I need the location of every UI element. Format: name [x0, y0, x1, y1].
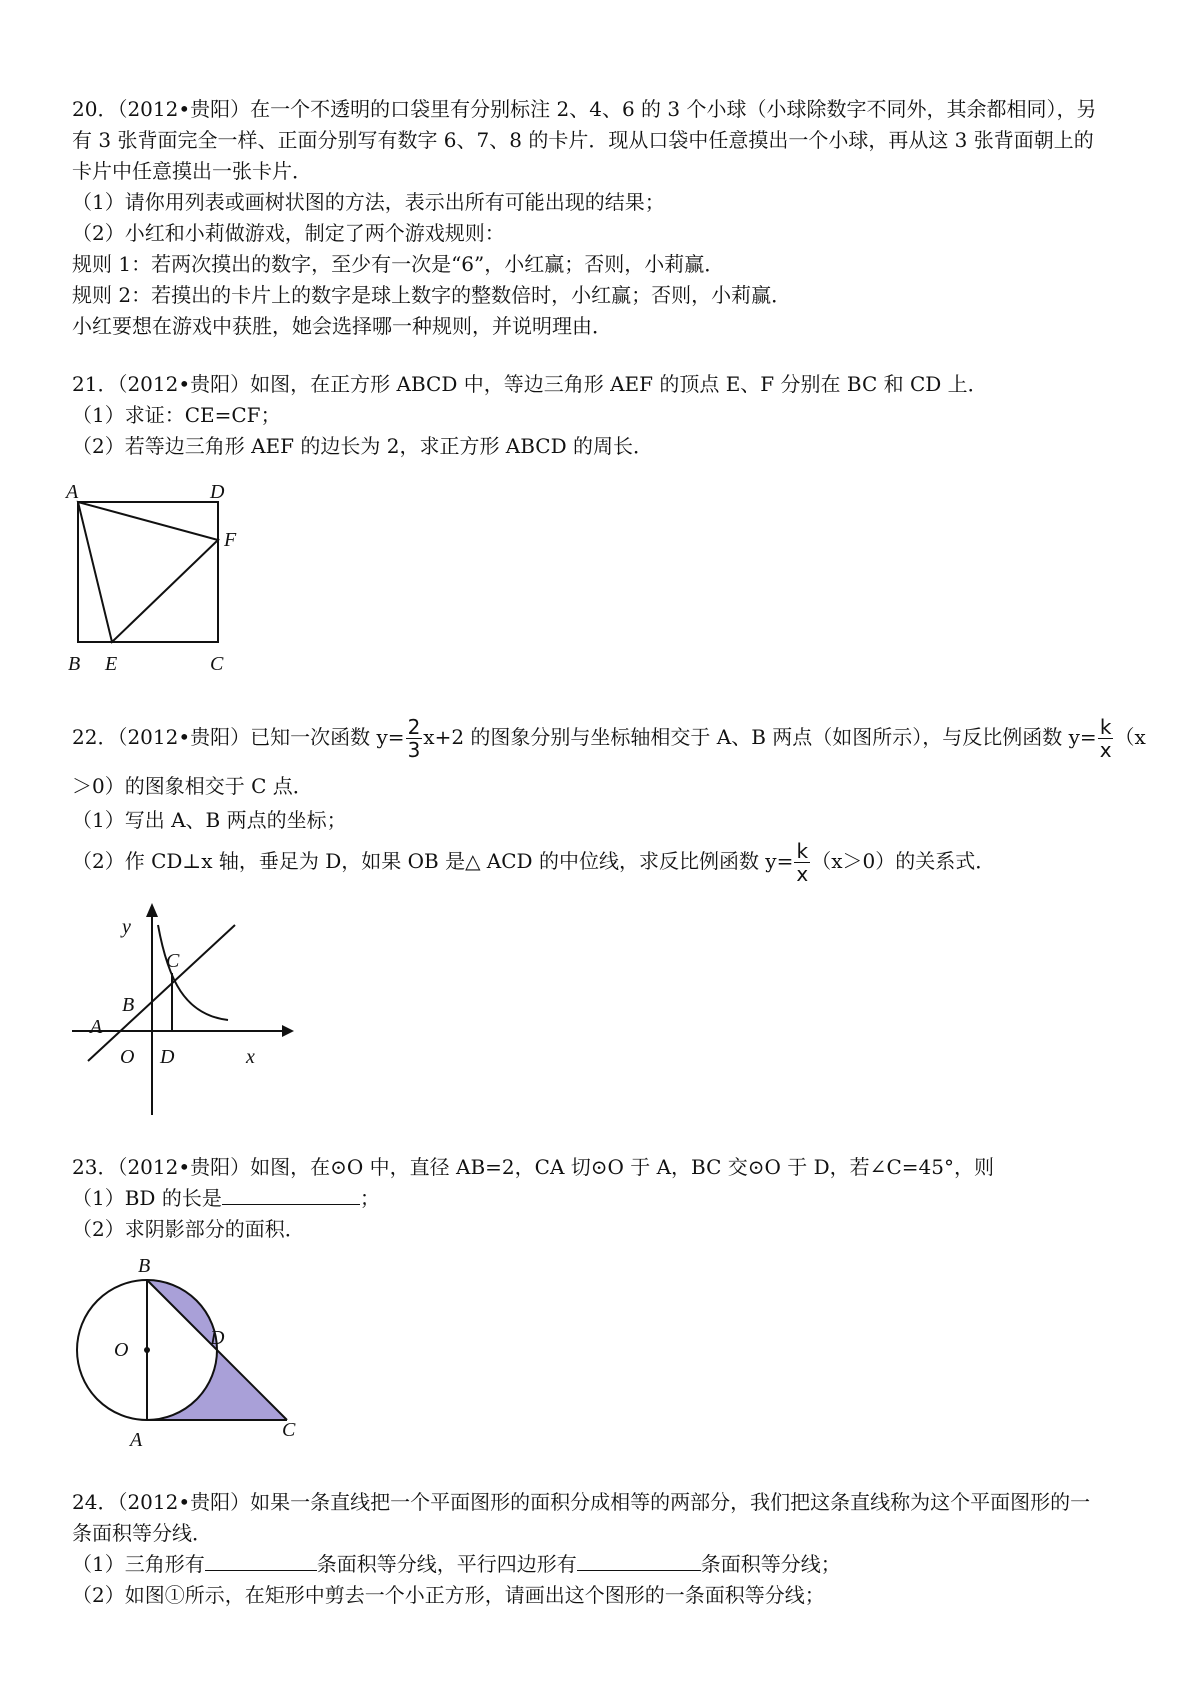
label-f: F [224, 529, 237, 551]
fraction-denominator: x [796, 862, 809, 886]
q24-line-1: 24．（2012•贵阳）如果一条直线把一个平面图形的面积分成相等的两部分，我们把这条直线称为这个平面图形的一 [72, 1490, 1091, 1514]
q20-rule-2: 规则 2：若摸出的卡片上的数字是球上数字的整数倍时，小红赢；否则，小莉赢． [72, 283, 792, 307]
fraction-numerator: k [1099, 715, 1112, 739]
label-o: O [120, 1046, 135, 1068]
q20-part-2: （2）小红和小莉做游戏，制定了两个游戏规则： [72, 221, 505, 245]
q20-part-1: （1）请你用列表或画树状图的方法，表示出所有可能出现的结果； [72, 190, 665, 214]
q24-part-2: （2）如图①所示，在矩形中剪去一个小正方形，请画出这个图形的一条面积等分线； [72, 1583, 825, 1607]
q23-part-1 [72, 1184, 380, 1212]
label-y: y [122, 916, 131, 938]
square-abcd [78, 502, 218, 642]
q20-line-3: 卡片中任意摸出一张卡片． [72, 159, 312, 183]
q23-part1-text-a: （1）BD 的长是 [72, 1186, 222, 1210]
x-axis-arrow [282, 1025, 294, 1037]
y-axis-arrow [146, 903, 158, 917]
q20-question: 小红要想在游戏中获胜，她会选择哪一种规则，并说明理由． [72, 314, 612, 338]
label-c: C [282, 1419, 296, 1441]
q23-part-2: （2）求阴影部分的面积． [72, 1217, 305, 1241]
fraction-numerator: 2 [407, 715, 421, 739]
label-e: E [105, 653, 118, 675]
q22-line-2: ＞0）的图象相交于 C 点． [72, 774, 313, 798]
q24-part1-text-b: 条面积等分线，平行四边形有 [316, 1552, 577, 1576]
fraction-denominator: x [1099, 738, 1112, 762]
label-c: C [210, 653, 224, 675]
answer-blank-bd[interactable] [222, 1186, 360, 1205]
fraction-numerator: k [796, 839, 809, 863]
q20-line-1: 20．（2012•贵阳）在一个不透明的口袋里有分别标注 2、4、6 的 3 个小球（小球除数字不同外，其余都相同），另 [72, 97, 1097, 121]
label-a: A [130, 1429, 143, 1451]
q22-graph-figure [60, 895, 300, 1120]
q20-line-2: 有 3 张背面完全一样、正面分别写有数字 6、7、8 的卡片．现从口袋中任意摸出一个小球，再从这 3 张背面朝上的 [72, 128, 1094, 152]
answer-blank-triangle[interactable] [205, 1552, 317, 1571]
q21-part-2: （2）若等边三角形 AEF 的边长为 2，求正方形 ABCD 的周长． [72, 434, 654, 458]
q24-part-1 [72, 1550, 841, 1578]
label-d: D [210, 481, 225, 503]
label-d: D [160, 1046, 175, 1068]
q23-circle-figure [60, 1250, 340, 1460]
label-a: A [90, 1016, 103, 1038]
label-c: C [166, 950, 180, 972]
q24-part1-text-c: 条面积等分线； [700, 1552, 841, 1576]
label-b: B [122, 994, 135, 1016]
fraction-denominator: 3 [407, 738, 421, 762]
q22-part-1: （1）写出 A、B 两点的坐标； [72, 808, 347, 832]
q22-text-a: 22．（2012•贵阳）已知一次函数 y= [72, 725, 405, 749]
q23-line-1: 23．（2012•贵阳）如图，在⊙O 中，直径 AB=2，CA 切⊙O 于 A，BC 交⊙O 于 D，若∠C=45°，则 [72, 1155, 994, 1179]
q22-text-b: x+2 的图象分别与坐标轴相交于 A、B 两点（如图所示），与反比例函数 y= [423, 725, 1097, 749]
q20-rule-1: 规则 1：若两次摸出的数字，至少有一次是“6”，小红赢；否则，小莉赢． [72, 252, 725, 276]
q24-part1-text-a: （1）三角形有 [72, 1552, 205, 1576]
answer-blank-parallelogram[interactable] [577, 1552, 701, 1571]
q23-part1-text-b: ； [359, 1186, 380, 1210]
q24-line-2: 条面积等分线． [72, 1521, 212, 1545]
q22-part2-text-b: （x＞0）的关系式． [811, 849, 996, 873]
q22-part2-text-a: （2）作 CD⊥x 轴，垂足为 D，如果 OB 是△ ACD 的中位线，求反比例函数 y= [72, 849, 794, 873]
q22-part-2 [72, 840, 995, 885]
hyperbola-curve [158, 925, 228, 1020]
center-point [144, 1347, 150, 1353]
q21-part-1: （1）求证：CE=CF； [72, 403, 281, 427]
triangle-aef [78, 502, 218, 642]
label-b: B [68, 653, 81, 675]
fraction-two-thirds [406, 716, 423, 761]
q21-line-1: 21．（2012•贵阳）如图，在正方形 ABCD 中，等边三角形 AEF 的顶点 E、F 分别在 BC 和 CD 上． [72, 372, 988, 396]
fraction-k-over-x [794, 840, 810, 885]
label-d: D [210, 1327, 225, 1349]
label-o: O [114, 1339, 129, 1361]
q22-line-1 [72, 716, 1146, 761]
q21-square-figure [60, 480, 260, 680]
label-x: x [246, 1046, 255, 1068]
fraction-k-over-x [1098, 716, 1114, 761]
label-b: B [138, 1255, 151, 1277]
label-a: A [66, 481, 79, 503]
q22-text-c: （x [1114, 725, 1146, 749]
